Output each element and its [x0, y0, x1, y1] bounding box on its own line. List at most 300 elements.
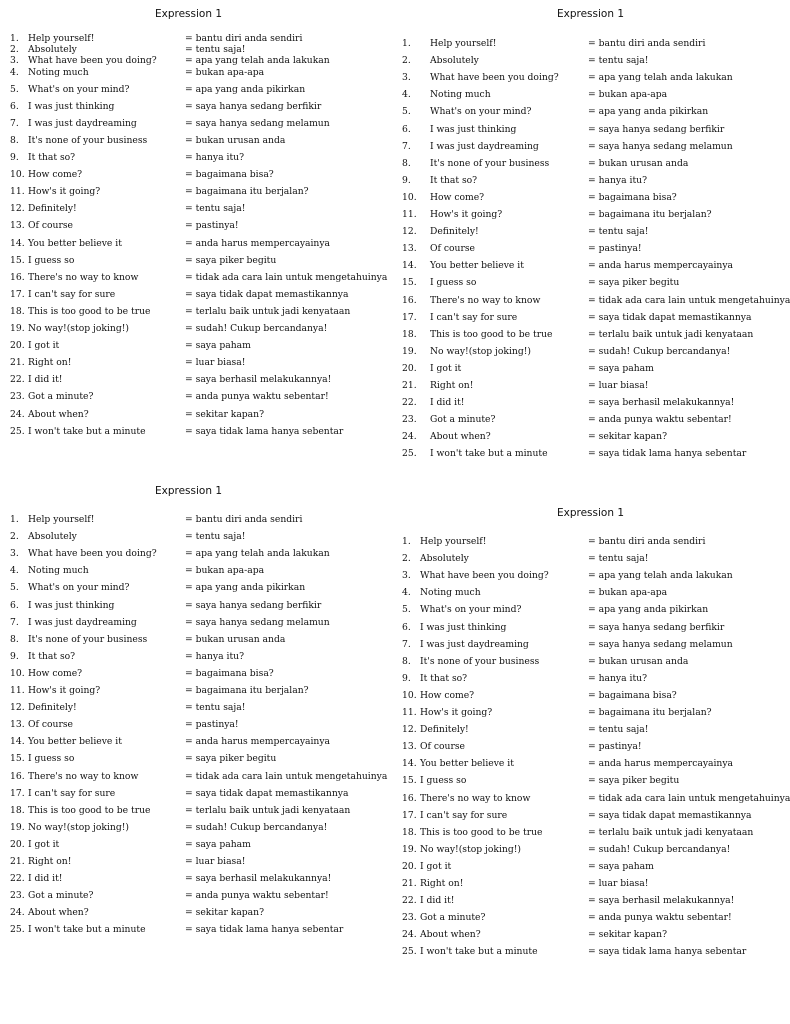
- expression-block-top-right: [402, 0, 790, 470]
- english-expression: What have been you doing?: [420, 570, 549, 582]
- indonesian-translation: = saya tidak dapat memastikannya: [588, 311, 752, 323]
- item-number: 3.: [402, 72, 411, 84]
- indonesian-translation: = tentu saja!: [588, 553, 649, 565]
- indonesian-translation: = apa yang anda pikirkan: [185, 582, 306, 594]
- english-expression: No way!(stop joking!): [28, 821, 129, 833]
- english-expression: There's no way to know: [420, 792, 531, 804]
- english-expression: I won't take but a minute: [430, 448, 548, 460]
- english-expression: Definitely!: [430, 226, 479, 238]
- english-expression: I can't say for sure: [28, 288, 116, 300]
- english-expression: Noting much: [28, 565, 89, 577]
- indonesian-translation: = saya berhasil melakukannya!: [185, 873, 332, 885]
- english-expression: How's it going?: [430, 209, 503, 220]
- indonesian-translation: = bagaimana itu berjalan?: [185, 186, 309, 198]
- item-number: 16.: [402, 792, 417, 804]
- indonesian-translation: = bukan urusan anda: [185, 134, 286, 146]
- item-number: 11.: [10, 186, 25, 198]
- item-number: 5.: [402, 604, 411, 616]
- english-expression: Absolutely: [28, 44, 77, 56]
- english-expression: This is too good to be true: [28, 804, 151, 816]
- english-expression: There's no way to know: [430, 294, 541, 306]
- english-expression: Definitely!: [28, 203, 77, 215]
- english-expression: No way!(stop joking!): [420, 843, 521, 855]
- item-number: 4.: [10, 66, 19, 78]
- english-expression: Help yourself!: [420, 536, 487, 547]
- item-number: 5.: [10, 582, 19, 594]
- indonesian-translation: = bukan urusan anda: [588, 157, 689, 169]
- english-expression: Right on!: [430, 380, 474, 391]
- indonesian-translation: = anda punya waktu sebentar!: [588, 414, 732, 426]
- indonesian-translation: = anda harus mempercayainya: [185, 237, 331, 249]
- item-number: 2.: [10, 44, 19, 56]
- indonesian-translation: = tentu saja!: [185, 203, 246, 215]
- indonesian-translation: = saya hanya sedang melamun: [185, 616, 330, 628]
- indonesian-translation: = tentu saja!: [185, 531, 246, 543]
- item-number: 25.: [10, 924, 25, 936]
- english-expression: Absolutely: [28, 531, 77, 543]
- indonesian-translation: = apa yang anda pikirkan: [185, 83, 306, 95]
- item-number: 10.: [10, 667, 25, 679]
- expression-block-bottom-right: [402, 500, 790, 970]
- item-number: 23.: [10, 391, 25, 403]
- expression-block-top-left: [10, 0, 388, 450]
- english-expression: Right on!: [28, 856, 72, 867]
- item-number: 19.: [10, 323, 25, 334]
- indonesian-translation: = tentu saja!: [185, 702, 246, 714]
- item-number: 24.: [10, 907, 25, 919]
- english-expression: Help yourself!: [28, 33, 95, 44]
- indonesian-translation: = tidak ada cara lain untuk mengetahuinya: [185, 271, 388, 283]
- indonesian-translation: = pastinya!: [185, 719, 239, 731]
- indonesian-translation: = luar biasa!: [185, 357, 246, 369]
- item-number: 8.: [10, 633, 19, 645]
- item-number: 5.: [10, 83, 19, 95]
- english-expression: Definitely!: [28, 702, 77, 714]
- indonesian-translation: = saya hanya sedang berfikir: [588, 621, 725, 633]
- english-expression: I guess so: [28, 753, 75, 765]
- item-number: 20.: [402, 860, 417, 872]
- indonesian-translation: = hanya itu?: [588, 672, 647, 684]
- block-title: Expression 1: [557, 8, 625, 20]
- english-expression: Noting much: [28, 66, 89, 78]
- indonesian-translation: = pastinya!: [588, 741, 642, 753]
- item-number: 21.: [402, 380, 417, 391]
- item-number: 15.: [402, 775, 417, 787]
- item-number: 19.: [402, 843, 417, 855]
- indonesian-translation: = terlalu baik untuk jadi kenyataan: [588, 328, 754, 340]
- item-number: 10.: [10, 169, 25, 181]
- indonesian-translation: = bukan apa-apa: [185, 66, 265, 78]
- item-number: 7.: [10, 117, 19, 129]
- indonesian-translation: = saya paham: [588, 860, 654, 872]
- indonesian-translation: = saya tidak lama hanya sebentar: [185, 425, 344, 437]
- item-number: 3.: [402, 570, 411, 582]
- item-number: 4.: [402, 587, 411, 599]
- indonesian-translation: = anda harus mempercayainya: [588, 758, 734, 770]
- item-number: 2.: [10, 531, 19, 543]
- block-title: Expression 1: [155, 8, 223, 20]
- english-expression: You better believe it: [28, 237, 122, 249]
- english-expression: I can't say for sure: [430, 311, 518, 323]
- english-expression: Got a minute?: [28, 391, 94, 403]
- indonesian-translation: = saya paham: [588, 362, 654, 374]
- block-title: Expression 1: [155, 485, 223, 497]
- english-expression: I got it: [28, 838, 60, 850]
- english-expression: How come?: [420, 689, 475, 701]
- english-expression: It's none of your business: [28, 134, 148, 146]
- english-expression: No way!(stop joking!): [28, 323, 129, 334]
- indonesian-translation: = saya piker begitu: [588, 277, 680, 289]
- item-number: 14.: [402, 260, 417, 272]
- item-number: 18.: [10, 804, 25, 816]
- english-expression: I was just daydreaming: [420, 638, 529, 650]
- english-expression: You better believe it: [430, 260, 524, 272]
- english-expression: I guess so: [420, 775, 467, 787]
- item-number: 21.: [10, 856, 25, 867]
- english-expression: How's it going?: [420, 707, 493, 718]
- item-number: 11.: [402, 209, 417, 220]
- item-number: 24.: [402, 929, 417, 941]
- indonesian-translation: = hanya itu?: [185, 152, 244, 163]
- indonesian-translation: = terlalu baik untuk jadi kenyataan: [185, 305, 351, 317]
- english-expression: Right on!: [28, 357, 72, 369]
- item-number: 9.: [10, 152, 19, 163]
- english-expression: It that so?: [420, 672, 468, 684]
- item-number: 7.: [402, 638, 411, 650]
- english-expression: I did it!: [28, 873, 63, 885]
- english-expression: I got it: [420, 860, 452, 872]
- english-expression: It's none of your business: [430, 157, 550, 169]
- indonesian-translation: = anda punya waktu sebentar!: [185, 391, 329, 403]
- english-expression: Help yourself!: [430, 38, 497, 49]
- indonesian-translation: = bukan apa-apa: [185, 565, 265, 577]
- indonesian-translation: = bagaimana bisa?: [185, 667, 274, 679]
- english-expression: What have been you doing?: [28, 548, 157, 560]
- item-number: 9.: [402, 672, 411, 684]
- english-expression: What's on your mind?: [28, 83, 130, 95]
- item-number: 18.: [402, 826, 417, 838]
- item-number: 4.: [402, 89, 411, 101]
- english-expression: I was just daydreaming: [28, 616, 137, 628]
- item-number: 14.: [10, 736, 25, 748]
- english-expression: What's on your mind?: [430, 106, 532, 118]
- indonesian-translation: = luar biasa!: [588, 878, 649, 889]
- english-expression: I did it!: [420, 895, 455, 907]
- indonesian-translation: = sudah! Cukup bercandanya!: [588, 345, 731, 357]
- english-expression: Of course: [430, 243, 475, 255]
- indonesian-translation: = saya hanya sedang melamun: [588, 638, 733, 650]
- item-number: 19.: [402, 345, 417, 357]
- indonesian-translation: = bagaimana bisa?: [185, 169, 274, 181]
- item-number: 23.: [10, 890, 25, 902]
- item-number: 9.: [10, 650, 19, 662]
- item-number: 25.: [402, 946, 417, 958]
- indonesian-translation: = saya hanya sedang melamun: [185, 117, 330, 129]
- indonesian-translation: = tidak ada cara lain untuk mengetahuinya: [588, 792, 790, 804]
- indonesian-translation: = apa yang anda pikirkan: [588, 604, 709, 616]
- item-number: 6.: [402, 123, 411, 135]
- indonesian-translation: = anda harus mempercayainya: [588, 260, 734, 272]
- english-expression: I got it: [430, 362, 462, 374]
- english-expression: I was just daydreaming: [28, 117, 137, 129]
- item-number: 24.: [402, 431, 417, 443]
- item-number: 6.: [402, 621, 411, 633]
- indonesian-translation: = bagaimana itu berjalan?: [588, 209, 712, 220]
- indonesian-translation: = tidak ada cara lain untuk mengetahuinya: [588, 294, 790, 306]
- english-expression: How come?: [28, 667, 83, 679]
- item-number: 14.: [402, 758, 417, 770]
- item-number: 14.: [10, 237, 25, 249]
- indonesian-translation: = saya tidak lama hanya sebentar: [588, 448, 747, 460]
- indonesian-translation: = tidak ada cara lain untuk mengetahuinya: [185, 770, 388, 782]
- item-number: 8.: [402, 655, 411, 667]
- item-number: 13.: [402, 741, 417, 753]
- item-number: 4.: [10, 565, 19, 577]
- item-number: 20.: [10, 340, 25, 352]
- indonesian-translation: = saya tidak dapat memastikannya: [588, 809, 752, 821]
- indonesian-translation: = tentu saja!: [185, 44, 246, 56]
- item-number: 11.: [10, 685, 25, 696]
- item-number: 11.: [402, 707, 417, 718]
- item-number: 17.: [402, 809, 417, 821]
- english-expression: I can't say for sure: [420, 809, 508, 821]
- item-number: 22.: [10, 374, 25, 386]
- english-expression: I guess so: [28, 254, 75, 266]
- english-expression: I did it!: [28, 374, 63, 386]
- english-expression: Right on!: [420, 878, 464, 889]
- english-expression: Absolutely: [420, 553, 469, 565]
- item-number: 3.: [10, 55, 19, 67]
- english-expression: I was just thinking: [430, 123, 517, 135]
- english-expression: I was just daydreaming: [430, 140, 539, 152]
- item-number: 2.: [402, 55, 411, 67]
- item-number: 5.: [402, 106, 411, 118]
- item-number: 17.: [402, 311, 417, 323]
- indonesian-translation: = saya berhasil melakukannya!: [185, 374, 332, 386]
- indonesian-translation: = saya tidak dapat memastikannya: [185, 787, 349, 799]
- english-expression: There's no way to know: [28, 271, 139, 283]
- english-expression: What's on your mind?: [28, 582, 130, 594]
- indonesian-translation: = sekitar kapan?: [185, 907, 265, 919]
- item-number: 3.: [10, 548, 19, 560]
- expression-block-bottom-left: [10, 480, 388, 950]
- indonesian-translation: = sekitar kapan?: [588, 929, 668, 941]
- indonesian-translation: = apa yang telah anda lakukan: [185, 548, 330, 560]
- indonesian-translation: = sekitar kapan?: [185, 408, 265, 420]
- item-number: 22.: [402, 895, 417, 907]
- indonesian-translation: = saya hanya sedang berfikir: [185, 599, 322, 611]
- item-number: 24.: [10, 408, 25, 420]
- english-expression: Of course: [420, 741, 465, 753]
- english-expression: About when?: [28, 408, 89, 420]
- item-number: 21.: [10, 357, 25, 369]
- item-number: 16.: [10, 770, 25, 782]
- item-number: 13.: [10, 719, 25, 731]
- item-number: 22.: [402, 397, 417, 409]
- block-title: Expression 1: [557, 507, 625, 519]
- indonesian-translation: = anda punya waktu sebentar!: [185, 890, 329, 902]
- english-expression: I did it!: [430, 397, 465, 409]
- indonesian-translation: = bukan apa-apa: [588, 587, 668, 599]
- item-number: 12.: [10, 702, 25, 714]
- english-expression: I can't say for sure: [28, 787, 116, 799]
- indonesian-translation: = saya hanya sedang berfikir: [588, 123, 725, 135]
- english-expression: It that so?: [28, 152, 76, 163]
- item-number: 15.: [10, 254, 25, 266]
- item-number: 23.: [402, 414, 417, 426]
- indonesian-translation: = saya paham: [185, 340, 251, 352]
- item-number: 2.: [402, 553, 411, 565]
- english-expression: There's no way to know: [28, 770, 139, 782]
- english-expression: Noting much: [420, 587, 481, 599]
- indonesian-translation: = pastinya!: [588, 243, 642, 255]
- item-number: 22.: [10, 873, 25, 885]
- indonesian-translation: = saya piker begitu: [588, 775, 680, 787]
- item-number: 17.: [10, 787, 25, 799]
- english-expression: It's none of your business: [420, 655, 540, 667]
- english-expression: You better believe it: [420, 758, 514, 770]
- english-expression: It that so?: [430, 174, 478, 186]
- indonesian-translation: = sudah! Cukup bercandanya!: [185, 821, 328, 833]
- item-number: 12.: [402, 226, 417, 238]
- english-expression: How come?: [28, 169, 83, 181]
- indonesian-translation: = anda punya waktu sebentar!: [588, 912, 732, 924]
- indonesian-translation: = bantu diri anda sendiri: [185, 33, 303, 44]
- item-number: 19.: [10, 821, 25, 833]
- english-expression: How's it going?: [28, 685, 101, 696]
- item-number: 8.: [10, 134, 19, 146]
- english-expression: I won't take but a minute: [28, 425, 146, 437]
- english-expression: Definitely!: [420, 724, 469, 736]
- indonesian-translation: = luar biasa!: [185, 856, 246, 867]
- indonesian-translation: = tentu saja!: [588, 55, 649, 67]
- english-expression: I was just thinking: [420, 621, 507, 633]
- indonesian-translation: = bantu diri anda sendiri: [588, 38, 706, 49]
- indonesian-translation: = saya tidak dapat memastikannya: [185, 288, 349, 300]
- item-number: 25.: [10, 425, 25, 437]
- item-number: 1.: [402, 536, 411, 547]
- english-expression: It's none of your business: [28, 633, 148, 645]
- item-number: 1.: [10, 33, 19, 44]
- indonesian-translation: = apa yang telah anda lakukan: [588, 570, 733, 582]
- indonesian-translation: = bagaimana bisa?: [588, 191, 677, 203]
- english-expression: This is too good to be true: [420, 826, 543, 838]
- item-number: 21.: [402, 878, 417, 889]
- indonesian-translation: = pastinya!: [185, 220, 239, 232]
- english-expression: I guess so: [430, 277, 477, 289]
- english-expression: Absolutely: [430, 55, 479, 67]
- indonesian-translation: = bagaimana itu berjalan?: [185, 685, 309, 696]
- indonesian-translation: = bukan urusan anda: [185, 633, 286, 645]
- english-expression: Got a minute?: [28, 890, 94, 902]
- item-number: 16.: [10, 271, 25, 283]
- indonesian-translation: = sudah! Cukup bercandanya!: [185, 323, 328, 334]
- item-number: 13.: [402, 243, 417, 255]
- english-expression: Of course: [28, 220, 73, 232]
- english-expression: Noting much: [430, 89, 491, 101]
- indonesian-translation: = saya paham: [185, 838, 251, 850]
- item-number: 12.: [10, 203, 25, 215]
- item-number: 6.: [10, 100, 19, 112]
- english-expression: You better believe it: [28, 736, 122, 748]
- english-expression: Help yourself!: [28, 514, 95, 525]
- indonesian-translation: = bukan apa-apa: [588, 89, 668, 101]
- english-expression: How's it going?: [28, 186, 101, 198]
- indonesian-translation: = tentu saja!: [588, 724, 649, 736]
- indonesian-translation: = apa yang telah anda lakukan: [588, 72, 733, 84]
- indonesian-translation: = sudah! Cukup bercandanya!: [588, 843, 731, 855]
- english-expression: What have been you doing?: [430, 72, 559, 84]
- indonesian-translation: = saya tidak lama hanya sebentar: [588, 946, 747, 958]
- indonesian-translation: = bagaimana itu berjalan?: [588, 707, 712, 718]
- english-expression: About when?: [430, 431, 491, 443]
- indonesian-translation: = bantu diri anda sendiri: [588, 536, 706, 547]
- english-expression: No way!(stop joking!): [430, 345, 531, 357]
- item-number: 16.: [402, 294, 417, 306]
- item-number: 12.: [402, 724, 417, 736]
- indonesian-translation: = tentu saja!: [588, 226, 649, 238]
- indonesian-translation: = saya hanya sedang berfikir: [185, 100, 322, 112]
- indonesian-translation: = bagaimana bisa?: [588, 689, 677, 701]
- english-expression: Got a minute?: [420, 912, 486, 924]
- english-expression: This is too good to be true: [28, 305, 151, 317]
- indonesian-translation: = saya berhasil melakukannya!: [588, 397, 735, 409]
- item-number: 7.: [402, 140, 411, 152]
- item-number: 20.: [10, 838, 25, 850]
- indonesian-translation: = saya piker begitu: [185, 753, 277, 765]
- english-expression: I won't take but a minute: [420, 946, 538, 958]
- item-number: 10.: [402, 689, 417, 701]
- item-number: 23.: [402, 912, 417, 924]
- english-expression: About when?: [28, 907, 89, 919]
- indonesian-translation: = terlalu baik untuk jadi kenyataan: [588, 826, 754, 838]
- english-expression: What have been you doing?: [28, 55, 157, 67]
- item-number: 13.: [10, 220, 25, 232]
- indonesian-translation: = apa yang telah anda lakukan: [185, 55, 330, 67]
- item-number: 18.: [10, 305, 25, 317]
- item-number: 1.: [10, 514, 19, 525]
- indonesian-translation: = hanya itu?: [185, 650, 244, 662]
- indonesian-translation: = sekitar kapan?: [588, 431, 668, 443]
- english-expression: I was just thinking: [28, 100, 115, 112]
- item-number: 1.: [402, 38, 411, 49]
- item-number: 15.: [402, 277, 417, 289]
- english-expression: What's on your mind?: [420, 604, 522, 616]
- english-expression: About when?: [420, 929, 481, 941]
- english-expression: Got a minute?: [430, 414, 496, 426]
- item-number: 7.: [10, 616, 19, 628]
- indonesian-translation: = terlalu baik untuk jadi kenyataan: [185, 804, 351, 816]
- indonesian-translation: = hanya itu?: [588, 174, 647, 186]
- item-number: 15.: [10, 753, 25, 765]
- english-expression: How come?: [430, 191, 485, 203]
- indonesian-translation: = luar biasa!: [588, 380, 649, 391]
- english-expression: This is too good to be true: [430, 328, 553, 340]
- indonesian-translation: = anda harus mempercayainya: [185, 736, 331, 748]
- item-number: 25.: [402, 448, 417, 460]
- indonesian-translation: = bantu diri anda sendiri: [185, 514, 303, 525]
- indonesian-translation: = apa yang anda pikirkan: [588, 106, 709, 118]
- english-expression: It that so?: [28, 650, 76, 662]
- indonesian-translation: = saya piker begitu: [185, 254, 277, 266]
- indonesian-translation: = saya berhasil melakukannya!: [588, 895, 735, 907]
- item-number: 18.: [402, 328, 417, 340]
- english-expression: I was just thinking: [28, 599, 115, 611]
- item-number: 20.: [402, 362, 417, 374]
- english-expression: Of course: [28, 719, 73, 731]
- indonesian-translation: = bukan urusan anda: [588, 655, 689, 667]
- item-number: 6.: [10, 599, 19, 611]
